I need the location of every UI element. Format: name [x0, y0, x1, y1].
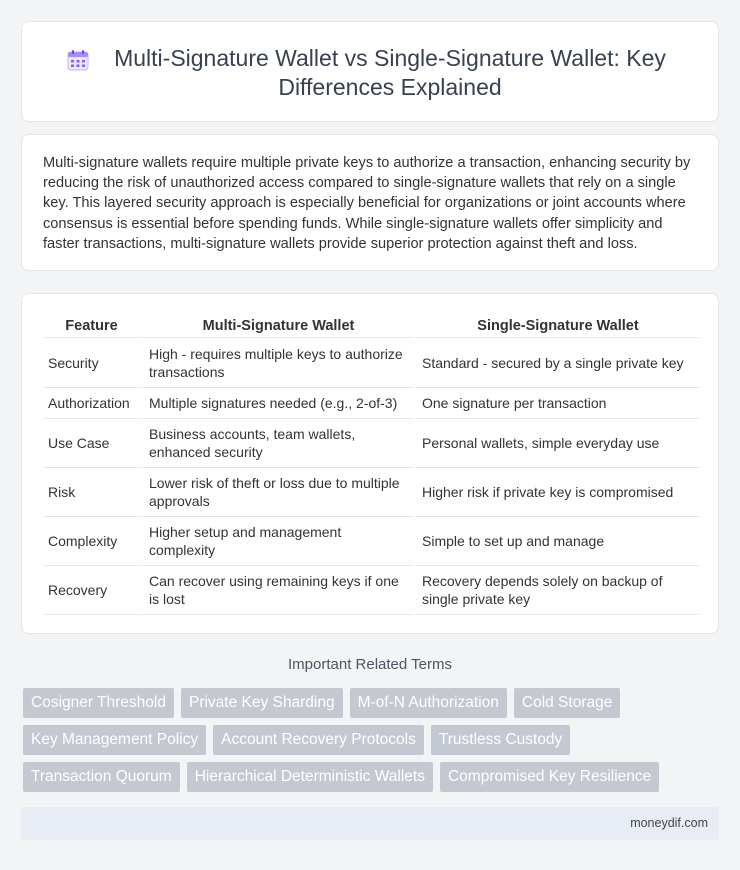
title-card — [21, 21, 719, 122]
multi-sig-cell: High - requires multiple keys to authorize transactions — [140, 338, 413, 388]
term-tag[interactable]: M-of-N Authorization — [350, 688, 507, 718]
single-sig-cell: Simple to set up and manage — [413, 517, 699, 566]
term-tag[interactable]: Key Management Policy — [23, 725, 206, 755]
table-header-row — [43, 314, 699, 338]
footer-bar — [21, 807, 719, 840]
multi-sig-cell: Multiple signatures needed (e.g., 2-of-3) — [140, 388, 413, 419]
table-row — [43, 419, 699, 468]
term-tag[interactable]: Cosigner Threshold — [23, 688, 174, 718]
site-name[interactable]: moneydif.com — [630, 816, 708, 830]
intro-paragraph: Multi-signature wallets require multiple private keys to authorize a transaction, enhancing security by reducing the risk of unauthorized access compared to single-signature wallets that rely on a single key. This layered security approach is especially beneficial for organizations or joint accounts where consensus is essential before spending funds. While single-signature wallets offer simplicity and faster transactions, multi-signature wallets provide superior protection against theft and loss. — [43, 155, 691, 252]
term-tag[interactable]: Hierarchical Deterministic Wallets — [187, 762, 433, 792]
related-terms-heading: Important Related Terms — [288, 656, 452, 673]
term-tag[interactable]: Account Recovery Protocols — [213, 725, 424, 755]
tag-row — [23, 725, 703, 755]
feature-cell: Authorization — [43, 388, 140, 419]
table-row — [43, 517, 699, 566]
multi-sig-cell: Higher setup and management complexity — [140, 517, 413, 566]
comparison-card — [21, 293, 719, 634]
multi-sig-cell: Can recover using remaining keys if one is lost — [140, 566, 413, 615]
term-tag[interactable]: Transaction Quorum — [23, 762, 180, 792]
feature-cell: Risk — [43, 468, 140, 517]
multi-sig-cell: Lower risk of theft or loss due to multiple approvals — [140, 468, 413, 517]
related-terms-list — [23, 688, 703, 799]
single-sig-cell: Standard - secured by a single private key — [413, 338, 699, 388]
page-title: Multi-Signature Wallet vs Single-Signature Wallet: Key Differences Explained — [114, 45, 666, 100]
feature-cell: Use Case — [43, 419, 140, 468]
intro-card — [21, 134, 719, 271]
table-row — [43, 566, 699, 615]
multi-sig-cell: Business accounts, team wallets, enhanced security — [140, 419, 413, 468]
comparison-table — [43, 314, 699, 615]
term-tag[interactable]: Private Key Sharding — [181, 688, 343, 718]
feature-cell: Recovery — [43, 566, 140, 615]
single-sig-cell: Personal wallets, simple everyday use — [413, 419, 699, 468]
feature-cell: Security — [43, 338, 140, 388]
header-single-signature: Single-Signature Wallet — [413, 314, 699, 338]
term-tag[interactable]: Cold Storage — [514, 688, 620, 718]
table-row — [43, 388, 699, 419]
tag-row — [23, 762, 703, 792]
table-row — [43, 468, 699, 517]
single-sig-cell: Higher risk if private key is compromised — [413, 468, 699, 517]
feature-cell: Complexity — [43, 517, 140, 566]
single-sig-cell: Recovery depends solely on backup of single private key — [413, 566, 699, 615]
header-multi-signature: Multi-Signature Wallet — [140, 314, 413, 338]
single-sig-cell: One signature per transaction — [413, 388, 699, 419]
table-row — [43, 338, 699, 388]
header-feature: Feature — [43, 314, 140, 338]
term-tag[interactable]: Trustless Custody — [431, 725, 570, 755]
term-tag[interactable]: Compromised Key Resilience — [440, 762, 659, 792]
tag-row — [23, 688, 703, 718]
